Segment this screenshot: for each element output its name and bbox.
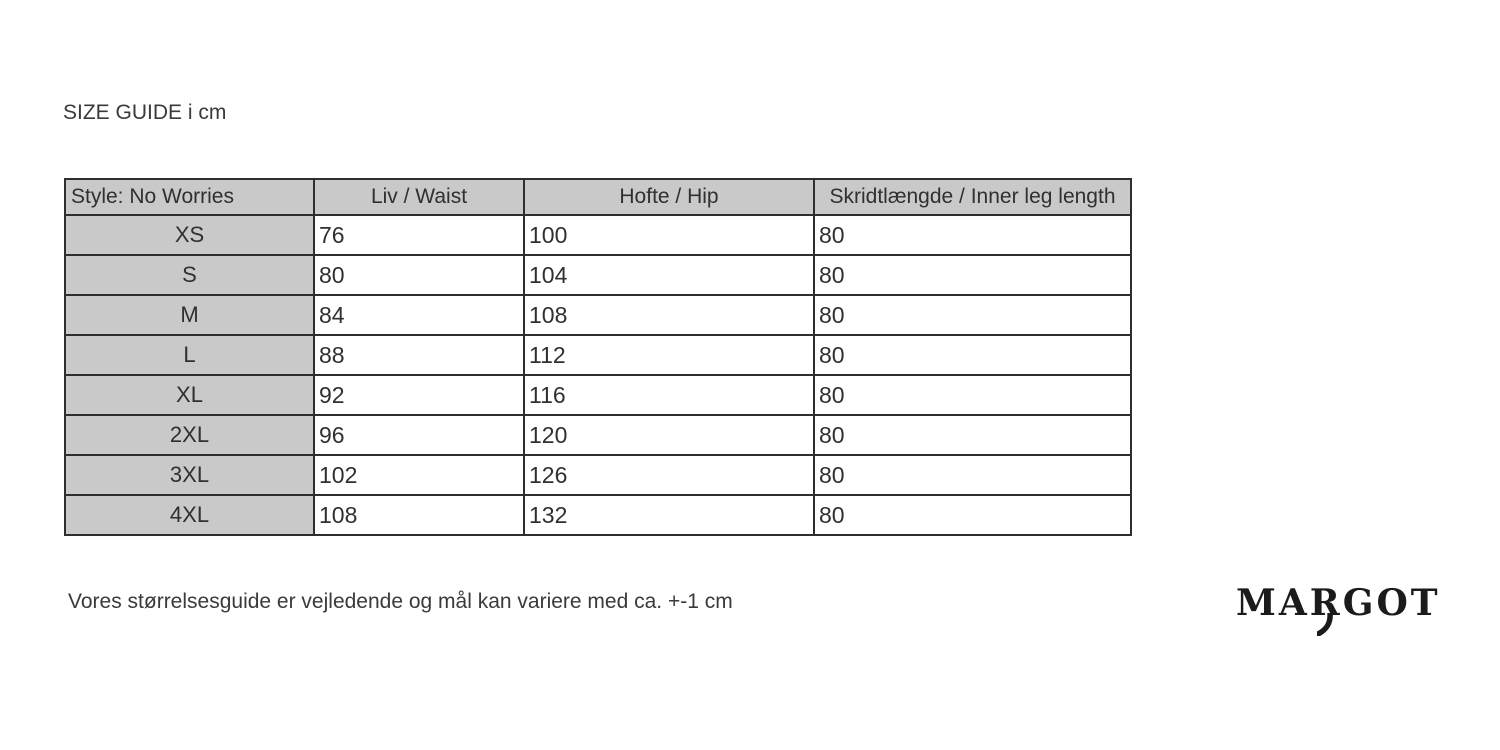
size-cell: XL — [65, 375, 314, 415]
hip-cell: 126 — [524, 455, 814, 495]
inner-leg-cell: 80 — [814, 375, 1131, 415]
logo-r-descender-icon — [1317, 613, 1333, 636]
waist-cell: 92 — [314, 375, 524, 415]
table-row — [65, 375, 1131, 415]
size-cell: 3XL — [65, 455, 314, 495]
inner-leg-cell: 80 — [814, 215, 1131, 255]
size-cell: XS — [65, 215, 314, 255]
hip-cell: 116 — [524, 375, 814, 415]
hip-cell: 104 — [524, 255, 814, 295]
size-guide-table — [64, 178, 1132, 536]
inner-leg-cell: 80 — [814, 455, 1131, 495]
table-header-row — [65, 179, 1131, 215]
hip-cell: 132 — [524, 495, 814, 535]
table-row — [65, 495, 1131, 535]
waist-cell: 80 — [314, 255, 524, 295]
style-header-cell: Style: No Worries — [65, 179, 314, 215]
waist-cell: 102 — [314, 455, 524, 495]
inner-leg-cell: 80 — [814, 295, 1131, 335]
table-row — [65, 255, 1131, 295]
inner-leg-cell: 80 — [814, 335, 1131, 375]
table-row — [65, 215, 1131, 255]
waist-cell: 84 — [314, 295, 524, 335]
hip-cell: 120 — [524, 415, 814, 455]
size-cell: M — [65, 295, 314, 335]
column-header-inner-leg: Skridtlængde / Inner leg length — [814, 179, 1131, 215]
table-row — [65, 415, 1131, 455]
hip-cell: 100 — [524, 215, 814, 255]
waist-cell: 96 — [314, 415, 524, 455]
size-cell: 4XL — [65, 495, 314, 535]
table-row — [65, 335, 1131, 375]
disclaimer-text: Vores størrelsesguide er vejledende og mål kan variere med ca. +-1 cm — [68, 590, 733, 613]
waist-cell: 88 — [314, 335, 524, 375]
table-row — [65, 455, 1131, 495]
hip-cell: 112 — [524, 335, 814, 375]
size-cell: L — [65, 335, 314, 375]
table-row — [65, 295, 1131, 335]
column-header-hip: Hofte / Hip — [524, 179, 814, 215]
waist-cell: 76 — [314, 215, 524, 255]
hip-cell: 108 — [524, 295, 814, 335]
size-cell: 2XL — [65, 415, 314, 455]
page-title: SIZE GUIDE i cm — [63, 101, 227, 124]
waist-cell: 108 — [314, 495, 524, 535]
column-header-waist: Liv / Waist — [314, 179, 524, 215]
size-cell: S — [65, 255, 314, 295]
brand-logo-text: MARGOT — [1236, 582, 1441, 624]
inner-leg-cell: 80 — [814, 495, 1131, 535]
inner-leg-cell: 80 — [814, 415, 1131, 455]
brand-logo — [1236, 584, 1441, 622]
inner-leg-cell: 80 — [814, 255, 1131, 295]
